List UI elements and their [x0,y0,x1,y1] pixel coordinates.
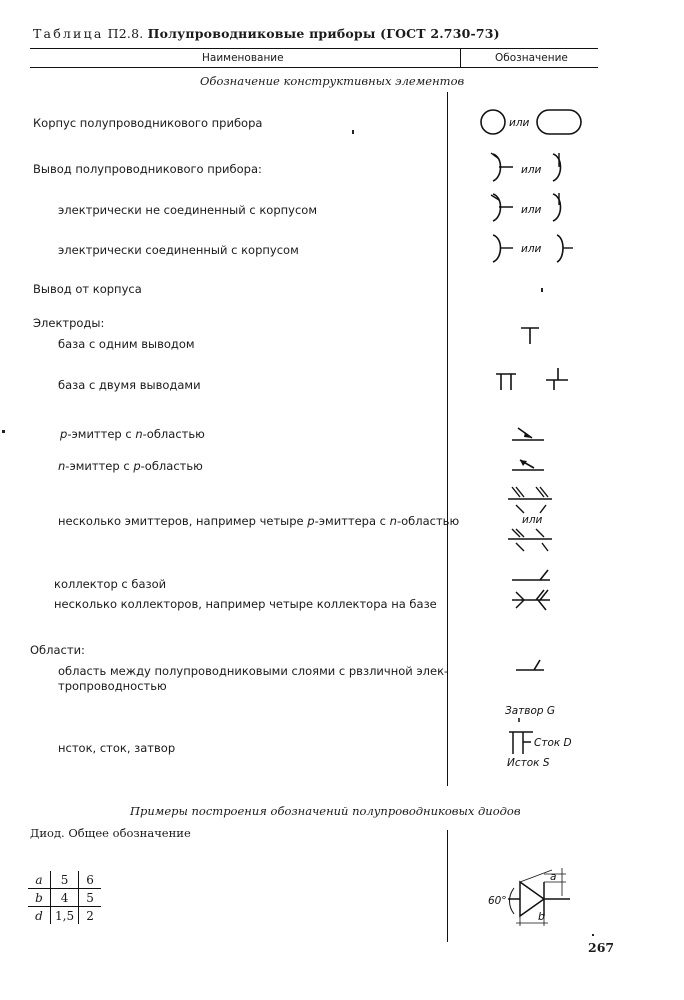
title-number: П2.8. [107,26,144,41]
table-cell: a [28,871,51,889]
table-row [28,871,101,889]
row-multi-collectors: несколько коллекторов, например четыре коллектора на базе [54,597,437,611]
p-emitter-text: -эмиттер с [67,427,136,441]
title-prefix: Таблица [33,26,104,41]
table-cell: d [28,907,51,925]
n-letter: n [389,514,397,528]
header-name: Наименование [202,52,284,64]
table-cell: 4 [51,889,79,907]
table-cell: b [28,889,51,907]
table-row [28,907,101,925]
row-source-drain-gate: нсток, сток, затвор [58,741,176,755]
housing-symbol [480,108,585,136]
page-number: 267 [588,940,615,955]
dimensions-table [28,871,101,924]
diode-title: Диод. Общее обозначение [30,826,191,840]
header-bottom-rule [30,67,598,68]
title-text: Полупроводниковые приборы (ГОСТ 2.730-73) [147,26,500,41]
collector-base-symbol [510,566,552,584]
lead-connected-symbol [487,232,577,266]
print-speck [592,934,594,936]
angle-label: 60° [488,895,507,907]
row-lead-isolated: электрически не соединенный с корпусом [58,203,317,217]
n-emitter-text: -эмиттер с [65,459,134,473]
or-label: или [521,204,542,216]
table-cell: 2 [86,908,94,923]
header-symbol: Обозначение [495,52,568,64]
p-emitter-symbol [510,422,546,444]
row-region-between-1: область между полупроводниковыми слоями с рвзличной элек- [58,664,449,678]
table-cell: 6 [86,872,94,887]
multi-collectors-symbol [510,588,552,614]
or-label: или [521,243,542,255]
n-letter: n [135,427,143,441]
row-base-one: база с одним выводом [58,337,195,351]
row-collector-base: коллектор с базой [54,577,167,591]
multi-emitters-mid: -эмиттера с [314,514,390,528]
or-label: или [522,514,543,526]
drain-label: Сток D [534,737,572,749]
section1-title: Обозначение конструктивных элементов [200,74,465,88]
housing-lead-mark [541,288,543,292]
column-divider-lower [447,830,448,942]
lead-isolated-symbol [487,191,577,225]
fet-symbol [505,700,585,770]
multi-emitters-pre: несколько эмиттеров, например четыре [58,514,308,528]
row-region-between-2: тропроводностью [58,679,167,693]
row-n-emitter [58,459,203,473]
or-label: или [509,117,530,129]
p-emitter-post: -областью [142,427,205,441]
header-divider [460,48,461,67]
diode-dimension-drawing [486,866,582,932]
multi-emitters-symbol [506,483,556,559]
or-label: или [521,164,542,176]
table-cell: 5 [79,889,102,907]
table-cell: 1,5 [51,907,79,925]
table-title [33,26,500,41]
section2-title: Примеры построения обозначений полупроводниковых диодов [130,804,521,818]
table-cell: 5 [51,871,79,889]
base-two-symbol [494,366,574,392]
n-letter: n [58,459,66,473]
row-lead-housing: Вывод от корпуса [33,282,142,296]
row-housing: Корпус полупроводникового прибора [33,116,263,130]
row-base-two: база с двумя выводами [58,378,201,392]
multi-emitters-post: -областью [396,514,460,528]
row-electrodes: Электроды: [33,316,105,330]
p-letter: p [60,427,68,441]
n-emitter-post: -областью [140,459,203,473]
row-p-emitter [60,427,205,441]
base-one-symbol [519,326,543,346]
table-row [28,889,101,907]
print-speck [2,430,5,433]
n-emitter-symbol [510,452,546,474]
region-between-symbol [514,656,546,674]
source-label: Исток S [507,757,550,769]
column-divider [447,92,448,786]
print-speck [352,130,354,134]
row-regions: Области: [30,643,85,657]
lead-symbol [487,151,577,185]
dim-a-label: a [550,871,557,883]
row-multi-emitters [58,514,459,528]
row-lead-connected: электрически соединенный с корпусом [58,243,299,257]
gate-label: Затвор G [505,705,556,717]
p-letter: p [133,459,141,473]
header-top-rule [30,48,598,49]
p-letter: p [307,514,315,528]
row-lead: Вывод полупроводникового прибора: [33,162,262,176]
dim-b-label: b [538,911,545,923]
